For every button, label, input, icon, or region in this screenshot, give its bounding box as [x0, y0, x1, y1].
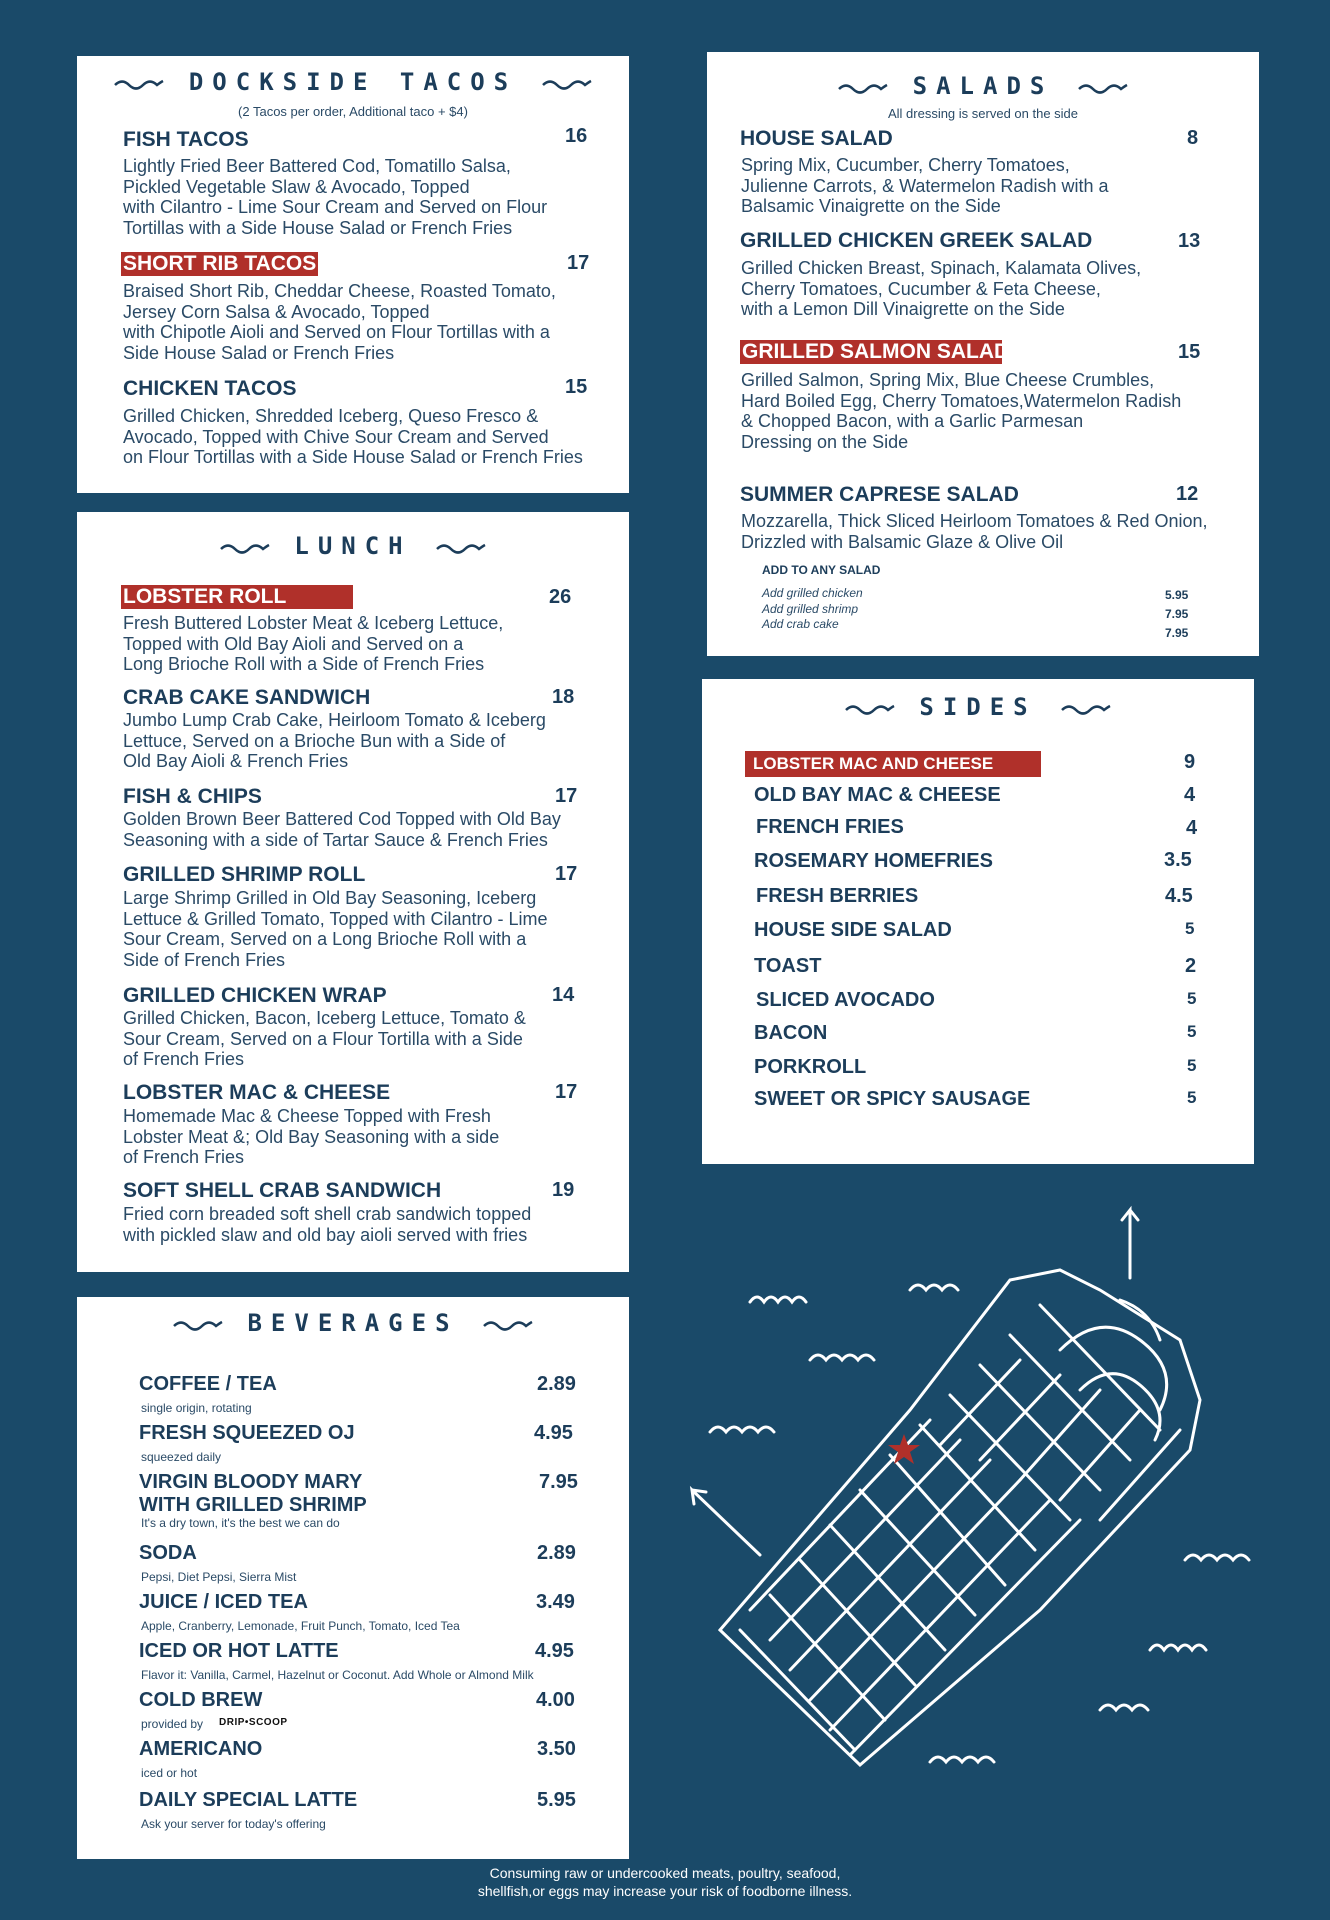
side-item-price: 2: [1185, 955, 1197, 977]
menu-item-price: 17: [555, 785, 578, 807]
menu-item-name: GRILLED CHICKEN WRAP: [123, 984, 387, 1007]
add-on-price: 7.95: [1165, 607, 1189, 621]
beverage-name: AMERICANO: [139, 1738, 263, 1760]
lunch-heading: [77, 532, 629, 560]
menu-item-description: Spring Mix, Cucumber, Cherry Tomatoes, Julienne Carrots, & Watermelon Radish with a Balsamic Vinaigrette on the Side: [741, 155, 1109, 216]
drip-scoop-logo: DRIP•SCOOP: [219, 1717, 288, 1728]
beverage-price: 2.89: [537, 1542, 576, 1564]
menu-item-name-highlighted: SHORT RIB TACOS: [123, 252, 317, 275]
beverage-name: COLD BREW: [139, 1689, 263, 1711]
menu-item-name: CHICKEN TACOS: [123, 377, 297, 400]
menu-item-description: Grilled Chicken, Bacon, Iceberg Lettuce, Tomato & Sour Cream, Served on a Flour Tortilla with a Side of French Fries: [123, 1008, 526, 1069]
side-item-price: 3.5: [1164, 849, 1192, 871]
beverage-note: provided by: [141, 1717, 204, 1731]
beverage-note: Pepsi, Diet Pepsi, Sierra Mist: [141, 1570, 297, 1584]
menu-item-name: GRILLED SHRIMP ROLL: [123, 863, 366, 886]
menu-item-price: 17: [567, 252, 590, 274]
tacos-panel: [77, 56, 629, 493]
beverages-title: BEVERAGES: [247, 1309, 459, 1337]
menu-item-price: 13: [1178, 230, 1201, 252]
town-map-illustration: [680, 1190, 1270, 1790]
salads-panel: [707, 52, 1259, 656]
add-on-title: ADD TO ANY SALAD: [762, 563, 881, 577]
menu-item-name: FISH & CHIPS: [123, 785, 262, 808]
menu-item-price: 16: [565, 125, 588, 147]
beverages-panel: [77, 1297, 629, 1859]
beverage-price: 3.49: [536, 1591, 575, 1613]
salads-heading: [707, 72, 1259, 100]
side-item-price: 5: [1187, 1022, 1197, 1041]
add-on-price: 7.95: [1165, 626, 1189, 640]
beverage-name: FRESH SQUEEZED OJ: [139, 1422, 355, 1444]
beverage-name: SODA: [139, 1542, 197, 1564]
beverage-note: It's a dry town, it's the best we can do: [141, 1516, 340, 1530]
add-on-list: Add grilled chicken Add grilled shrimp Add crab cake: [762, 586, 863, 631]
side-item-name: OLD BAY MAC & CHEESE: [754, 784, 1001, 806]
menu-item-price: 17: [555, 1081, 578, 1103]
sides-panel: [702, 679, 1254, 1164]
beverage-note: iced or hot: [141, 1766, 198, 1780]
menu-item-name-highlighted: GRILLED SALMON SALAD: [742, 340, 1010, 363]
side-item-price: 4: [1186, 817, 1198, 839]
menu-item-name: SOFT SHELL CRAB SANDWICH: [123, 1179, 442, 1202]
lunch-panel: [77, 512, 629, 1272]
beverage-price: 7.95: [539, 1471, 578, 1493]
menu-item-description: Grilled Chicken, Shredded Iceberg, Queso Fresco & Avocado, Topped with Chive Sour Cream and Served on Flour Tortillas with a Side House Salad or French Fries: [123, 406, 583, 467]
wave-left-icon: [172, 1317, 224, 1331]
side-item-price: 5: [1187, 1088, 1197, 1107]
side-item-price: 9: [1184, 751, 1196, 773]
beverage-name: ICED OR HOT LATTE: [139, 1640, 339, 1662]
side-item-price: 5: [1187, 1056, 1197, 1075]
beverage-note: squeezed daily: [141, 1450, 222, 1464]
beverage-price: 2.89: [537, 1373, 576, 1395]
beverage-name: VIRGIN BLOODY MARY WITH GRILLED SHRIMP: [139, 1471, 367, 1516]
beverage-name: COFFEE / TEA: [139, 1373, 277, 1395]
menu-item-price: 17: [555, 863, 578, 885]
sides-title: SIDES: [919, 693, 1037, 721]
salads-title: SALADS: [912, 72, 1054, 100]
menu-item-price: 8: [1187, 127, 1199, 149]
menu-item-description: Golden Brown Beer Battered Cod Topped with Old Bay Seasoning with a side of Tartar Sauce & French Fries: [123, 809, 561, 850]
beverage-name: JUICE / ICED TEA: [139, 1591, 308, 1613]
side-item-name: HOUSE SIDE SALAD: [754, 919, 952, 941]
menu-item-price: 19: [552, 1179, 575, 1201]
wave-right-icon: [1077, 80, 1129, 94]
menu-item-description: Jumbo Lump Crab Cake, Heirloom Tomato & Iceberg Lettuce, Served on a Brioche Bun with a Side of Old Bay Aioli & French Fries: [123, 710, 546, 771]
salads-subtitle: All dressing is served on the side: [887, 106, 1079, 121]
menu-item-name: HOUSE SALAD: [740, 127, 893, 150]
menu-item-name: FISH TACOS: [123, 128, 249, 151]
wave-left-icon: [113, 76, 165, 90]
wave-right-icon: [1060, 701, 1112, 715]
menu-item-price: 15: [565, 376, 588, 398]
side-item-name: BACON: [754, 1022, 828, 1044]
menu-item-name: LOBSTER MAC & CHEESE: [123, 1081, 391, 1104]
beverage-price: 3.50: [537, 1738, 576, 1760]
menu-item-price: 26: [549, 586, 572, 608]
side-item-name: PORKROLL: [754, 1056, 867, 1078]
wave-right-icon: [482, 1317, 534, 1331]
wave-left-icon: [219, 540, 271, 554]
food-safety-disclaimer: Consuming raw or undercooked meats, poultry, seafood, shellfish,or eggs may increase your risk of foodborne illness.: [477, 1865, 853, 1899]
beverage-note: Flavor it: Vanilla, Carmel, Hazelnut or Coconut. Add Whole or Almond Milk: [141, 1668, 534, 1682]
menu-item-name-highlighted: LOBSTER ROLL: [121, 585, 353, 609]
menu-item-price: 15: [1178, 341, 1201, 363]
side-item-name: FRENCH FRIES: [756, 816, 904, 838]
beverage-note: Apple, Cranberry, Lemonade, Fruit Punch, Tomato, Iced Tea: [141, 1619, 460, 1633]
side-item-name: TOAST: [754, 955, 822, 977]
menu-item-description: Homemade Mac & Cheese Topped with Fresh Lobster Meat &; Old Bay Seasoning with a side of French Fries: [123, 1106, 500, 1167]
beverage-name: DAILY SPECIAL LATTE: [139, 1789, 358, 1811]
menu-item-description: Lightly Fried Beer Battered Cod, Tomatillo Salsa, Pickled Vegetable Slaw & Avocado, Topped with Cilantro - Lime Sour Cream and Served on Flour Tortillas with a Side House Salad or French Fries: [123, 156, 548, 238]
side-item-name: FRESH BERRIES: [756, 885, 919, 907]
side-item-price: 5: [1185, 919, 1195, 938]
beverage-note: single origin, rotating: [141, 1401, 252, 1415]
lunch-title: LUNCH: [294, 532, 412, 560]
beverage-price: 4.95: [535, 1640, 574, 1662]
add-on-price: 5.95: [1165, 588, 1189, 602]
menu-item-price: 12: [1176, 483, 1199, 505]
menu-item-description: Grilled Chicken Breast, Spinach, Kalamata Olives, Cherry Tomatoes, Cucumber & Feta Cheese, with a Lemon Dill Vinaigrette on the Side: [741, 258, 1142, 319]
wave-left-icon: [837, 80, 889, 94]
beverage-note: Ask your server for today's offering: [141, 1817, 326, 1831]
tacos-heading: [77, 68, 629, 96]
menu-item-description: Braised Short Rib, Cheddar Cheese, Roasted Tomato, Jersey Corn Salsa & Avocado, Topped with Chipotle Aioli and Served on Flour Tortillas with a Side House Salad or French Fries: [123, 281, 556, 363]
side-item-price: 5: [1187, 989, 1197, 1008]
wave-right-icon: [435, 540, 487, 554]
side-item-price: 4.5: [1165, 885, 1193, 907]
beverage-price: 5.95: [537, 1789, 576, 1811]
sides-heading: [702, 693, 1254, 721]
wave-right-icon: [541, 76, 593, 90]
side-item-price: 4: [1184, 784, 1196, 806]
side-item-name: ROSEMARY HOMEFRIES: [754, 850, 993, 872]
side-item-name-highlighted: LOBSTER MAC AND CHEESE: [745, 751, 1041, 777]
beverage-price: 4.95: [534, 1422, 573, 1444]
menu-item-description: Fried corn breaded soft shell crab sandwich topped with pickled slaw and old bay aioli served with fries: [123, 1204, 532, 1245]
side-item-name: SWEET OR SPICY SAUSAGE: [754, 1088, 1031, 1110]
menu-item-description: Grilled Salmon, Spring Mix, Blue Cheese Crumbles, Hard Boiled Egg, Cherry Tomatoes,Watermelon Radish & Chopped Bacon, with a Garlic Parmesan Dressing on the Side: [741, 370, 1182, 452]
menu-item-name: SUMMER CAPRESE SALAD: [740, 483, 1019, 506]
wave-left-icon: [844, 701, 896, 715]
menu-item-price: 18: [552, 686, 575, 708]
menu-item-name: CRAB CAKE SANDWICH: [123, 686, 371, 709]
beverage-price: 4.00: [536, 1689, 575, 1711]
menu-item-description: Mozzarella, Thick Sliced Heirloom Tomatoes & Red Onion, Drizzled with Balsamic Glaze & Olive Oil: [741, 511, 1208, 552]
menu-item-description: Large Shrimp Grilled in Old Bay Seasoning, Iceberg Lettuce & Grilled Tomato, Topped with Cilantro - Lime Sour Cream, Served on a Long Brioche Roll with a Side of French Fries: [123, 888, 548, 970]
menu-item-price: 14: [552, 984, 575, 1006]
tacos-subtitle: (2 Tacos per order, Additional taco + $4): [238, 104, 468, 119]
menu-item-name: GRILLED CHICKEN GREEK SALAD: [740, 229, 1093, 252]
side-item-name: SLICED AVOCADO: [756, 989, 935, 1011]
beverages-heading: [77, 1309, 629, 1337]
tacos-title: DOCKSIDE TACOS: [188, 68, 518, 96]
menu-item-description: Fresh Buttered Lobster Meat & Iceberg Lettuce, Topped with Old Bay Aioli and Served on a Long Brioche Roll with a Side of French Fries: [123, 613, 504, 674]
